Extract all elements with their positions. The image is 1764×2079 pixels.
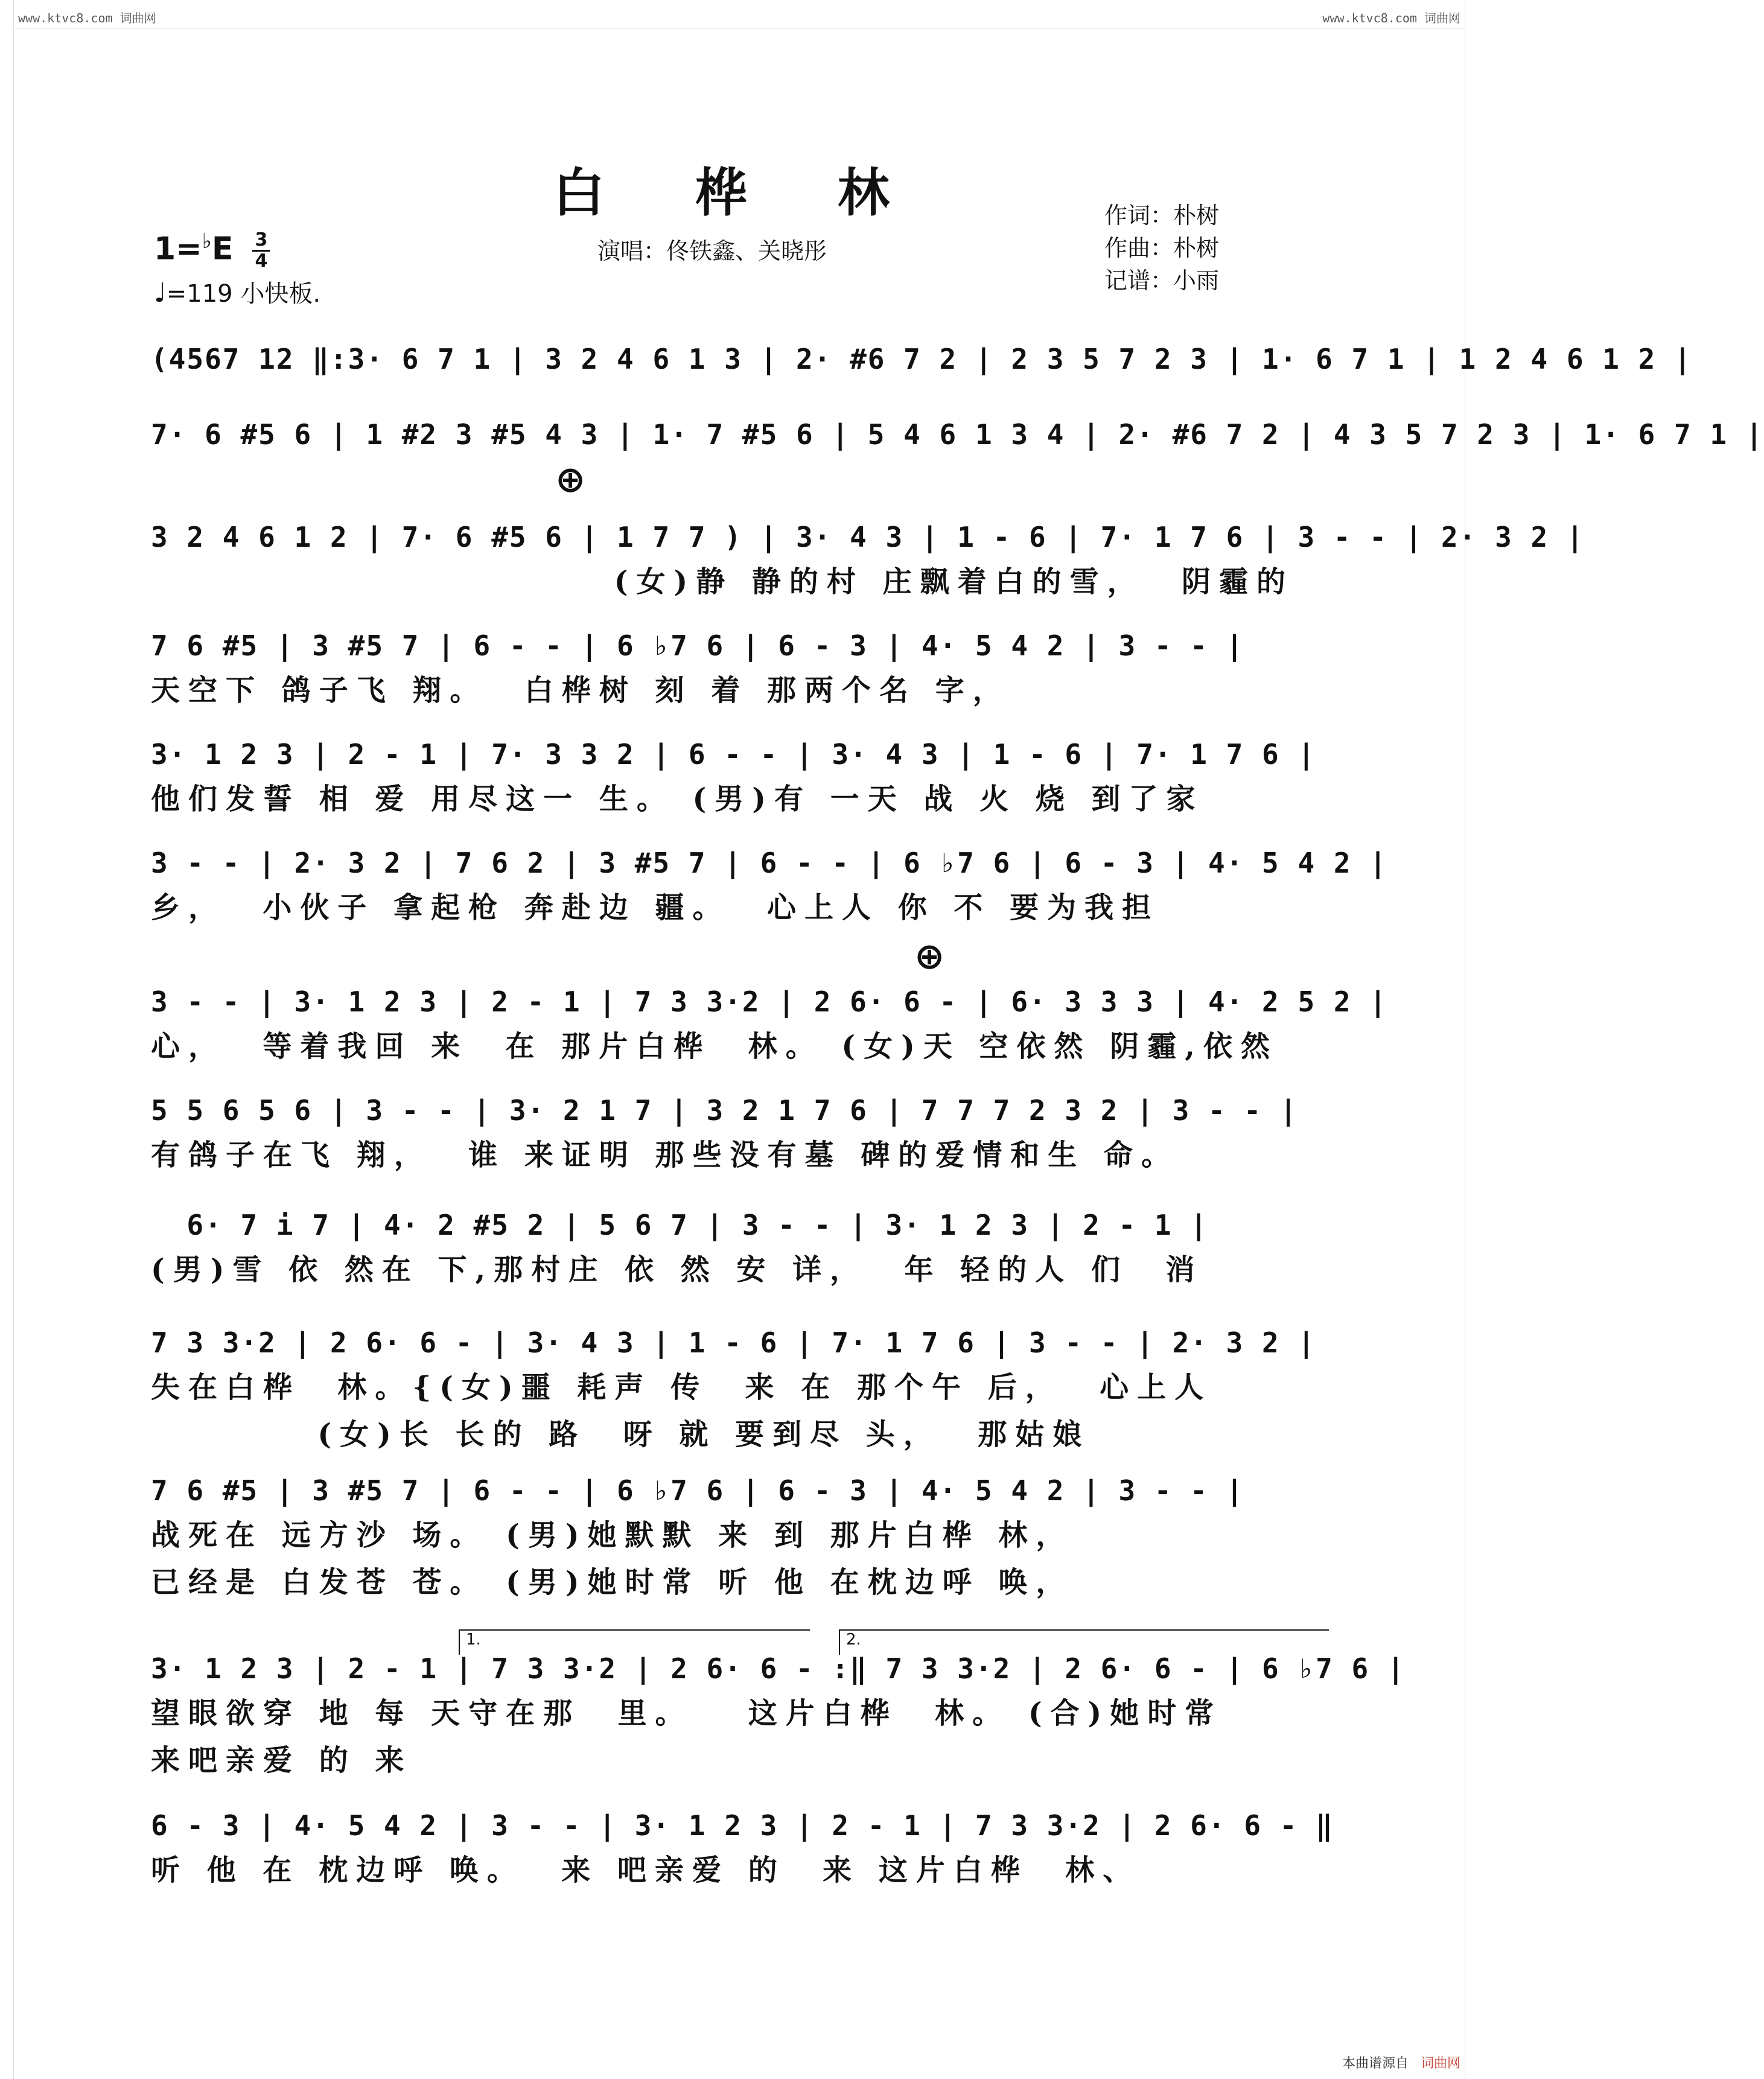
score-system — [151, 1089, 1328, 1179]
tempo-text: =119 小快板. — [166, 280, 321, 308]
lyric-line: 来吧亲爱 的 来 — [151, 1743, 413, 1777]
score-system — [151, 338, 1692, 380]
key-tonic: 1= — [154, 231, 202, 267]
footer-source: 本曲谱源自 — [1342, 2056, 1409, 2071]
score-system — [151, 625, 1328, 714]
lyric-line: 已经是 白发苍 苍。 (男)她时常 听 他 在枕边呼 唤， — [151, 1565, 1074, 1599]
footer-brand[interactable]: 词曲网 — [1420, 2056, 1460, 2071]
score-system — [151, 842, 1387, 931]
lyric-line: (女)静 静的村 庄飘着白的雪， 阴霾的 — [151, 565, 1294, 599]
key-letter: E — [211, 231, 234, 267]
score-system — [151, 1804, 1334, 1894]
lyric-line: 听 他 在 枕边呼 唤。 来 吧亲爱 的 来 这片白桦 林、 — [151, 1853, 1141, 1887]
transcriber: 记谱：小雨 — [1104, 267, 1220, 294]
coda-icon: ⊕ — [914, 935, 945, 978]
lyric-line: 心， 等着我回 来 在 那片白桦 林。 (女)天 空依然 阴霾,依然 — [151, 1030, 1278, 1063]
lyric-line: 战死在 远方沙 场。 (男)她默默 来 到 那片白桦 林， — [151, 1518, 1074, 1552]
site-tag-left[interactable]: www.ktvc8.com 词曲网 — [18, 11, 156, 25]
credits — [1104, 199, 1219, 297]
lyric-line: 天空下 鸽子飞 翔。 白桦树 刻 着 那两个名 字， — [151, 673, 1010, 707]
notation-line: 7 3 3·2 | 2 6· 6 - | 3· 4 3 | 1 - 6 | 7· 1 7 6 | 3 - - | 2· 3 2 | — [151, 1326, 1316, 1359]
score-system — [151, 1469, 1328, 1606]
notation-line: 6 - 3 | 4· 5 4 2 | 3 - - | 3· 1 2 3 | 2 - 1 | 7 3 3·2 | 2 6· 6 - ‖ — [151, 1809, 1334, 1842]
notation-line: 3 - - | 3· 1 2 3 | 2 - 1 | 7 3 3·2 | 2 6· 6 - | 6· 3 3 3 | 4· 2 5 2 | — [151, 985, 1387, 1018]
second-ending-label: 2. — [846, 1631, 861, 1649]
quarter-note-icon: ♩ — [154, 278, 167, 308]
notation-line: 6· 7 i 7 | 4· 2 #5 2 | 5 6 7 | 3 - - | 3· 1 2 3 | 2 - 1 | — [151, 1209, 1208, 1241]
tempo-marking — [154, 275, 320, 309]
footer — [1342, 2053, 1460, 2072]
meter-top: 3 — [252, 231, 270, 252]
score-system — [151, 1322, 1328, 1458]
composer: 作曲：朴树 — [1104, 235, 1220, 261]
key-signature — [154, 229, 270, 271]
lyric-line: (男)雪 依 然在 下,那村庄 依 然 安 详， 年 轻的人 们 消 — [151, 1253, 1203, 1287]
first-ending-label: 1. — [466, 1631, 481, 1649]
notation-line: 5 5 6 5 6 | 3 - - | 3· 2 1 7 | 3 2 1 7 6 | 7 7 7 2 3 2 | 3 - - | — [151, 1094, 1298, 1127]
lyric-line: 有鸽子在飞 翔， 谁 来证明 那些没有墓 碑的爱情和生 命。 — [151, 1138, 1179, 1172]
lyric-line: (女)长 长的 路 呀 就 要到尽 头， 那姑娘 — [151, 1418, 1091, 1451]
notation-line: 3· 1 2 3 | 2 - 1 | 7· 3 3 2 | 6 - - | 3· 4 3 | 1 - 6 | 7· 1 7 6 | — [151, 738, 1316, 771]
lyric-line: 望眼欲穿 地 每 天守在那 里。 这片白桦 林。 (合)她时常 — [151, 1696, 1223, 1730]
right-margin-strip — [1465, 0, 1479, 2079]
score-system — [151, 981, 1387, 1070]
notation-line: 7 6 #5 | 3 #5 7 | 6 - - | 6 ♭7 6 | 6 - 3 | 4· 5 4 2 | 3 - - | — [151, 1474, 1244, 1507]
notation-line: 7· 6 #5 6 | 1 #2 3 #5 4 3 | 1· 7 #5 6 | 5 4 6 1 3 4 | 2· #6 7 2 | 4 3 5 7 2 3 | 1· 6 7 1 | — [151, 418, 1764, 451]
score-system — [151, 516, 1585, 605]
meter-bottom: 4 — [255, 250, 268, 272]
coda-icon: ⊕ — [555, 459, 586, 501]
singers: 演唱：佟铁鑫、关晓彤 — [597, 238, 827, 264]
lyric-line: 乡， 小伙子 拿起枪 奔赴边 疆。 心上人 你 不 要为我担 — [151, 891, 1160, 925]
song-title: 白 桦 林 — [553, 162, 926, 223]
score-system — [151, 1204, 1328, 1293]
score-system — [151, 733, 1328, 823]
notation-line: 3 - - | 2· 3 2 | 7 6 2 | 3 #5 7 | 6 - - | 6 ♭7 6 | 6 - 3 | 4· 5 4 2 | — [151, 847, 1387, 879]
lyric-line: 他们发誓 相 爱 用尽这一 生。 (男)有 一天 战 火 烧 到了家 — [151, 782, 1204, 816]
notation-line: 7 6 #5 | 3 #5 7 | 6 - - | 6 ♭7 6 | 6 - 3 | 4· 5 4 2 | 3 - - | — [151, 629, 1244, 662]
lyric-line: 失在白桦 林。{(女)噩 耗声 传 来 在 那个午 后， 心上人 — [151, 1371, 1212, 1404]
notation-line: (4567 12 ‖:3· 6 7 1 | 3 2 4 6 1 3 | 2· #6 7 2 | 2 3 5 7 2 3 | 1· 6 7 1 | 1 2 4 6 1 2 | — [151, 343, 1692, 375]
flat-icon: ♭ — [202, 229, 212, 253]
left-margin-strip — [0, 0, 14, 2079]
lyricist: 作词：朴树 — [1104, 202, 1220, 229]
site-tag-right[interactable]: www.ktvc8.com 词曲网 — [1322, 11, 1460, 25]
score-system — [151, 413, 1764, 456]
notation-line: 3 2 4 6 1 2 | 7· 6 #5 6 | 1 7 7 ) | 3· 4 3 | 1 - 6 | 7· 1 7 6 | 3 - - | 2· 3 2 | — [151, 521, 1585, 553]
notation-line: 3· 1 2 3 | 2 - 1 | 7 3 3·2 | 2 6· 6 - :‖ 7 3 3·2 | 2 6· 6 - | 6 ♭7 6 | — [151, 1652, 1406, 1685]
time-signature — [252, 231, 270, 271]
score-system — [151, 1648, 1406, 1784]
